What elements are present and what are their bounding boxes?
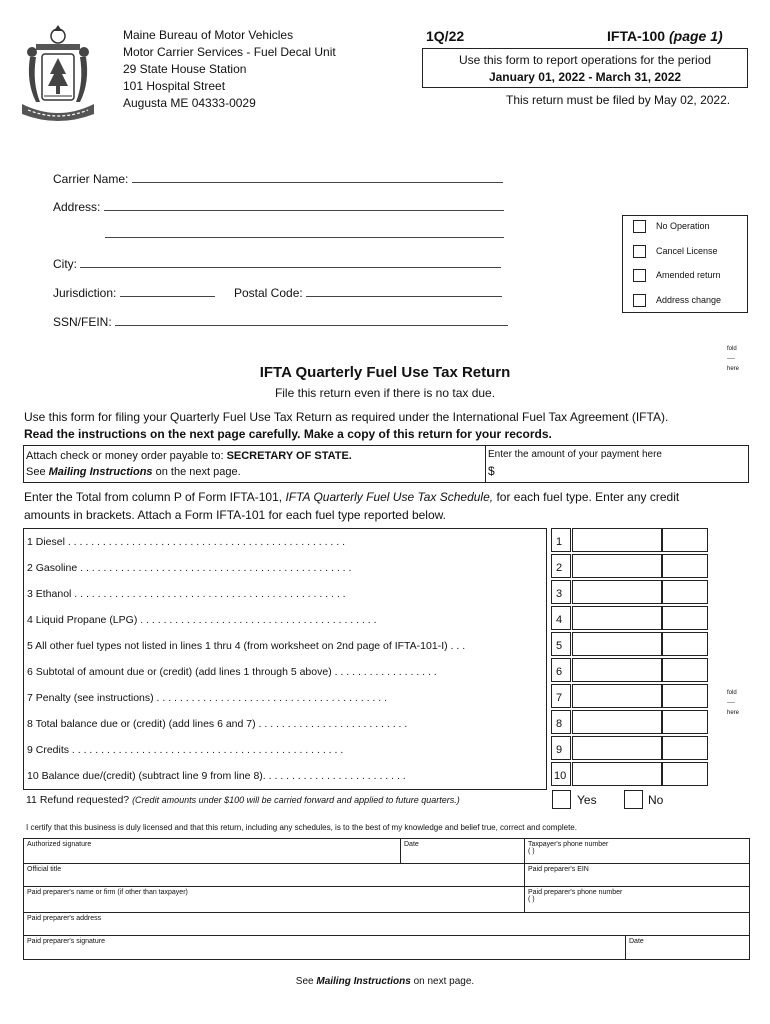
see-text: See [26,466,46,478]
footer-mailing-instructions: Mailing Instructions [316,976,411,987]
certification-statement: I certify that this business is duly licensed and that this return, including any schedules, is to the best of my knowledge and belief true, correct and complete. [26,823,577,832]
no-operation-checkbox[interactable] [633,220,646,233]
enter-total-text: Enter the Total from column P of Form IFTA-101, [24,490,283,504]
line-cents-input[interactable] [662,684,708,708]
agency-line: 29 State House Station [123,62,247,76]
refund-no-label: No [648,793,664,807]
phone-paren: ( ) [528,896,535,903]
preparer-ein-label: Paid preparer's EIN [528,866,589,873]
line-number: 4 [556,614,563,626]
line-amount-input[interactable] [572,658,662,682]
line-label: 7 Penalty (see instructions) . . . . . . . . . . . . . . . . . . . . . . . . . . . . . . . . . . . . . . . . [27,692,388,704]
date-field[interactable] [400,838,525,864]
period-line: Use this form to report operations for the period [458,53,712,67]
line-amount-input[interactable] [572,606,662,630]
preparer-signature-label: Paid preparer's signature [27,938,105,945]
preparer-address-field[interactable] [23,912,750,936]
line-amount-input[interactable] [572,736,662,760]
official-title-label: Official title [27,866,62,873]
line-amount-input[interactable] [572,554,662,578]
address-input[interactable] [104,199,504,211]
payment-amount-field[interactable] [488,464,746,480]
line-amount-input[interactable] [572,684,662,708]
preparer-phone-label: Paid preparer's phone number [528,889,623,896]
address-change-checkbox[interactable] [633,294,646,307]
official-title-field[interactable] [23,863,525,887]
due-date-line: This return must be filed by May 02, 2022. [506,93,731,107]
agency-line: Augusta ME 04333-0029 [123,96,256,110]
line-cents-input[interactable] [662,762,708,786]
carrier-name-field[interactable] [53,171,503,186]
preparer-address-label: Paid preparer's address [27,915,102,922]
agency-line: 101 Hospital Street [123,79,226,93]
line-number: 6 [556,666,563,678]
cancel-license-checkbox[interactable] [633,245,646,258]
line-label: 3 Ethanol . . . . . . . . . . . . . . . . . . . . . . . . . . . . . . . . . . . . . . . . . . . . . . . [27,588,346,600]
city-label: City: [53,257,77,271]
intro-text [24,409,668,443]
line-label: 2 Gasoline . . . . . . . . . . . . . . . . . . . . . . . . . . . . . . . . . . . . . . . . . . . . . . . [27,562,352,574]
line-cents-input[interactable] [662,606,708,630]
line-number: 8 [556,718,563,730]
page-subtitle: File this return even if there is no tax due. [274,386,496,400]
fold-word: fold [727,690,737,696]
mailing-instructions-ref: Mailing Instructions [48,466,153,478]
postal-code-input[interactable] [306,285,502,297]
ssn-fein-label: SSN/FEIN: [53,315,112,329]
enter-total-instructions [24,488,754,524]
line-label: 5 All other fuel types not listed in lines 1 thru 4 (from worksheet on 2nd page of IFTA-101-I) . . . [27,640,466,652]
postal-code-field[interactable] [234,285,502,300]
date-label: Date [404,841,419,848]
payee-instructions [26,448,352,480]
page-title: IFTA Quarterly Fuel Use Tax Return [259,364,511,381]
cancel-license-label: Cancel License [656,246,718,256]
preparer-name-field[interactable] [23,886,525,913]
taxpayer-phone-field[interactable] [524,838,750,864]
line-label: 10 Balance due/(credit) (subtract line 9 from line 8). . . . . . . . . . . . . . . . . . . . . . . . . [27,770,406,782]
refund-no-checkbox[interactable] [624,790,643,809]
footer-see: See [295,976,314,987]
fold-word: here [727,710,740,716]
line-amount-input[interactable] [572,710,662,734]
line-amount-input[interactable] [572,632,662,656]
next-page-text: on the next page. [155,466,241,478]
jurisdiction-input[interactable] [120,285,215,297]
footer-rest: on next page. [413,976,475,987]
fold-dash: ---- [727,700,735,706]
line-label: 6 Subtotal of amount due or (credit) (add lines 1 through 5 above) . . . . . . . . . . . . . . . . . . [27,666,437,678]
preparer-signature-field[interactable] [23,935,626,960]
ssn-fein-input[interactable] [115,314,508,326]
line-label: 9 Credits . . . . . . . . . . . . . . . . . . . . . . . . . . . . . . . . . . . . . . . . . . . . . . . [27,744,344,756]
authorized-signature-field[interactable] [23,838,401,864]
line-cents-input[interactable] [662,554,708,578]
period-box [422,48,748,88]
preparer-name-label: Paid preparer's name or firm (if other than taxpayer) [27,889,188,896]
phone-paren: ( ) [528,848,535,855]
carrier-name-input[interactable] [132,171,503,183]
line-label: 1 Diesel . . . . . . . . . . . . . . . . . . . . . . . . . . . . . . . . . . . . . . . . . . . . . . . . [27,536,345,548]
address-label: Address: [53,200,101,214]
jurisdiction-field[interactable] [53,285,215,300]
refund-yes-checkbox[interactable] [552,790,571,809]
form-page-label: (page 1) [668,28,723,44]
line-number: 9 [556,744,563,756]
state-seal-logo [18,22,98,122]
city-input[interactable] [80,256,501,268]
enter-total-line2: amounts in brackets. Attach a Form IFTA-101 for each fuel type reported below. [24,508,446,522]
form-number: IFTA-100 [607,28,666,44]
amended-return-checkbox[interactable] [633,269,646,282]
line-label: 4 Liquid Propane (LPG) . . . . . . . . . . . . . . . . . . . . . . . . . . . . . . . . . . . . . . . . . [27,614,377,626]
refund-row [26,794,460,806]
agency-line: Maine Bureau of Motor Vehicles [123,28,294,42]
attach-text: Attach check or money order payable to: [26,450,224,462]
quarter-label: 1Q/22 [426,28,465,44]
line-number: 5 [556,640,563,652]
line-number: 1 [556,536,563,548]
agency-line: Motor Carrier Services - Fuel Decal Unit [123,45,336,59]
line-amount-input[interactable] [572,762,662,786]
refund-label: 11 Refund requested? [26,794,130,806]
line-amount-input[interactable] [572,580,662,604]
fold-mark-middle [727,688,739,718]
fold-dash: ---- [727,356,735,362]
preparer-phone-field[interactable] [524,886,750,913]
carrier-name-label: Carrier Name: [53,172,129,186]
intro-line: Use this form for filing your Quarterly Fuel Use Tax Return as required under the International Fuel Tax Agreement (IFTA). [24,410,669,424]
preparer-date-field[interactable] [625,935,750,960]
line-number: 2 [556,562,563,574]
enter-total-text-cont: for each fuel type. Enter any credit [496,490,680,504]
line-cents-input[interactable] [662,710,708,734]
line-amount-input[interactable] [572,528,662,552]
fold-word: here [727,366,740,372]
no-operation-label: No Operation [656,221,710,231]
fold-word: fold [727,346,737,352]
line-cents-input[interactable] [662,658,708,682]
authorized-signature-label: Authorized signature [27,841,92,848]
refund-yes-label: Yes [577,793,597,807]
address-line2-input[interactable] [105,226,504,238]
line-cents-input[interactable] [662,632,708,656]
preparer-ein-field[interactable] [524,863,750,887]
period-dates: January 01, 2022 - March 31, 2022 [488,70,682,84]
agency-address-block [123,27,336,112]
jurisdiction-label: Jurisdiction: [53,286,117,300]
postal-code-label: Postal Code: [234,286,303,300]
preparer-date-label: Date [629,938,644,945]
ssn-fein-field[interactable] [53,314,508,329]
city-field[interactable] [53,256,501,271]
line-number: 3 [556,588,563,600]
refund-note: (Credit amounts under $100 will be carried forward and applied to future quarters.) [132,795,460,805]
footer-note [0,976,770,987]
address-field[interactable] [53,199,504,214]
payee-name: SECRETARY OF STATE. [226,450,352,462]
line-cents-input[interactable] [662,528,708,552]
taxpayer-phone-label: Taxpayer's phone number [528,841,609,848]
payment-amount-label: Enter the amount of your payment here [488,449,662,460]
line-label: 8 Total balance due or (credit) (add lines 6 and 7) . . . . . . . . . . . . . . . . . . . . . . . . . . [27,718,408,730]
schedule-title: IFTA Quarterly Fuel Use Tax Schedule, [285,490,494,504]
payment-divider [485,445,486,483]
address-change-label: Address change [656,295,722,305]
line-number: 7 [556,692,563,704]
intro-instructions: Read the instructions on the next page carefully. Make a copy of this return for your records. [24,427,552,441]
form-id [607,28,723,44]
line-cents-input[interactable] [662,580,708,604]
line-cents-input[interactable] [662,736,708,760]
dollar-sign: $ [488,464,495,478]
amended-return-label: Amended return [656,270,721,280]
line-number: 10 [554,770,567,782]
